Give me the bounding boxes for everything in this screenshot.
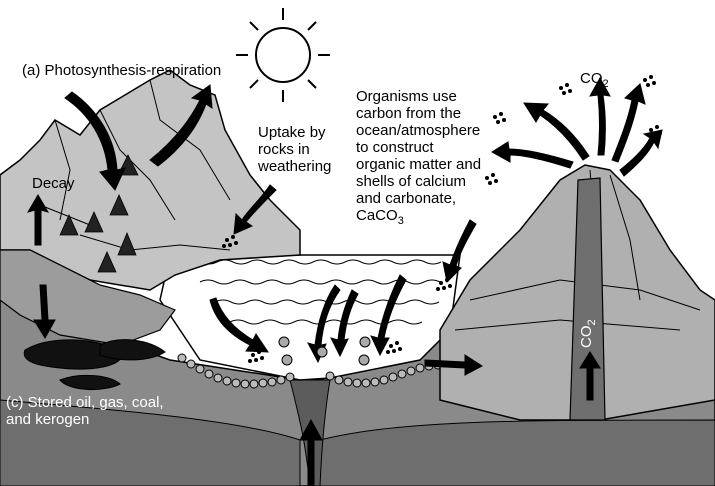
label-organisms <box>356 88 481 230</box>
label-uptake-line-3: weathering <box>258 158 332 175</box>
mantle-band-right <box>320 420 715 486</box>
label-organisms-line-1: Organisms use <box>356 88 457 105</box>
label-co2-top-subscript: 2 <box>602 78 609 90</box>
label-photosynthesis: (a) Photosynthesis-respiration <box>22 62 222 79</box>
label-organisms-line-2: carbon from the <box>356 105 462 122</box>
label-organisms-line-5: organic matter and <box>356 156 482 173</box>
label-co2-vent: $CO_2$ <box>578 319 598 348</box>
label-organisms-line-6: shells of calcium <box>356 173 467 190</box>
label-stored <box>6 394 164 428</box>
label-uptake <box>258 124 331 175</box>
label-stored-line-2: and kerogen <box>6 411 90 428</box>
label-co2-top: $CO_2$ <box>580 70 609 90</box>
label-organisms-line-7: and carbonate, <box>356 190 457 207</box>
label-uptake-line-2: rocks in <box>258 141 310 158</box>
label-caco3-subscript: 3 <box>397 215 404 227</box>
ocean <box>160 255 460 380</box>
label-organisms-line-4: to construct <box>356 139 434 156</box>
label-uptake-line-1: Uptake by <box>258 124 326 141</box>
label-co2-vent-subscript: 2 <box>586 319 598 326</box>
label-caco3: CaCO$_3$ <box>356 207 404 227</box>
label-organisms-line-3: ocean/atmosphere <box>356 122 481 139</box>
label-stored-line-1: (c) Stored oil, gas, coal, <box>6 394 164 411</box>
sun-icon <box>236 8 330 102</box>
label-decay: Decay <box>32 175 75 192</box>
